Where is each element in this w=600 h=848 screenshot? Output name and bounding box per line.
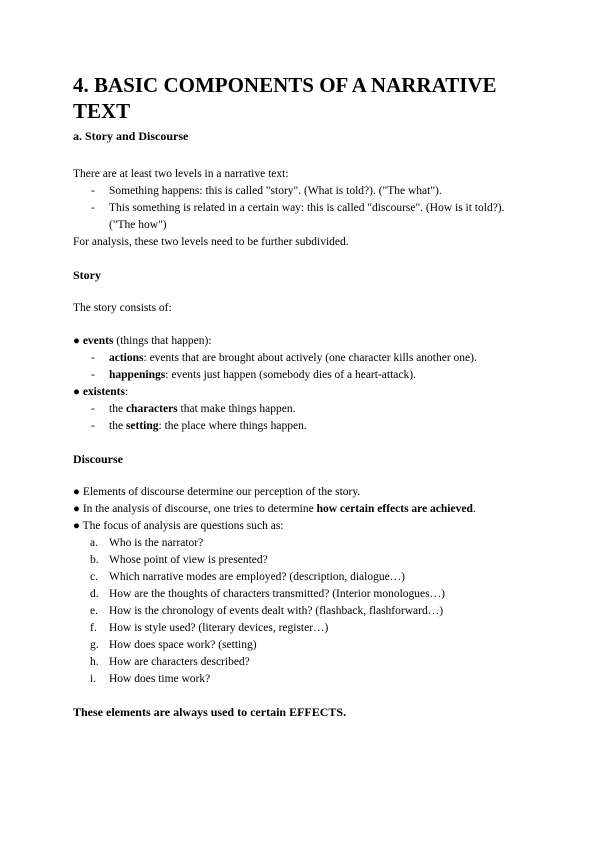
story-heading: Story [73, 268, 101, 282]
list-item: - happenings: events just happen (somebody dies of a heart-attack). [73, 367, 533, 384]
question-item: f. How is style used? (literary devices, register…) [90, 622, 329, 634]
events-bullet: ● events (things that happen): [73, 335, 212, 347]
dash-marker: - [91, 420, 95, 432]
page-title: 4. BASIC COMPONENTS OF A NARRATIVE TEXT [73, 73, 497, 123]
dash-marker: - [91, 369, 95, 381]
bullet-icon: ● [73, 335, 80, 347]
list-item: - Something happens: this is called "story". (What is told?). ("The what"). [73, 183, 533, 200]
question-item: d. How are the thoughts of characters transmitted? (Interior monologues…) [90, 588, 445, 600]
existents-bullet: ● existents: [73, 386, 129, 398]
list-item: - the characters that make things happen. [73, 401, 533, 418]
question-item: b. Whose point of view is presented? [90, 554, 268, 566]
list-item: - the setting: the place where things happen. [73, 418, 533, 435]
list-item: - This something is related in a certain way: this is called "discourse". (How is it told?). ("The how") [73, 200, 533, 234]
dash-marker: - [91, 185, 95, 197]
story-lead: The story consists of: [73, 302, 172, 314]
question-item: i. How does time work? [90, 673, 211, 685]
question-item: h. How are characters described? [90, 656, 250, 668]
conclusion: These elements are always used to certain EFFECTS. [73, 705, 347, 719]
intro-lead: There are at least two levels in a narrative text: [73, 168, 289, 180]
bullet-icon: ● [73, 386, 80, 398]
discourse-bullet-3: ● The focus of analysis are questions such as: [73, 520, 284, 532]
dash-marker: - [91, 403, 95, 415]
question-item: e. How is the chronology of events dealt with? (flashback, flashforward…) [90, 605, 444, 617]
document-page [73, 72, 533, 721]
dash-marker: - [91, 352, 95, 364]
dash-marker: - [91, 202, 95, 214]
question-item: g. How does space work? (setting) [90, 639, 257, 651]
list-item: - actions: events that are brought about actively (one character kills another one). [73, 350, 533, 367]
discourse-bullet-1: ● Elements of discourse determine our perception of the story. [73, 486, 361, 498]
section-heading-story-discourse: a. Story and Discourse [73, 129, 189, 143]
discourse-bullet-2: ● In the analysis of discourse, one tries to determine how certain effects are achieved. [73, 503, 476, 515]
intro-closing: For analysis, these two levels need to be further subdivided. [73, 236, 349, 248]
question-item: c. Which narrative modes are employed? (description, dialogue…) [90, 571, 406, 583]
discourse-heading: Discourse [73, 452, 123, 466]
question-item: a. Who is the narrator? [90, 537, 204, 549]
